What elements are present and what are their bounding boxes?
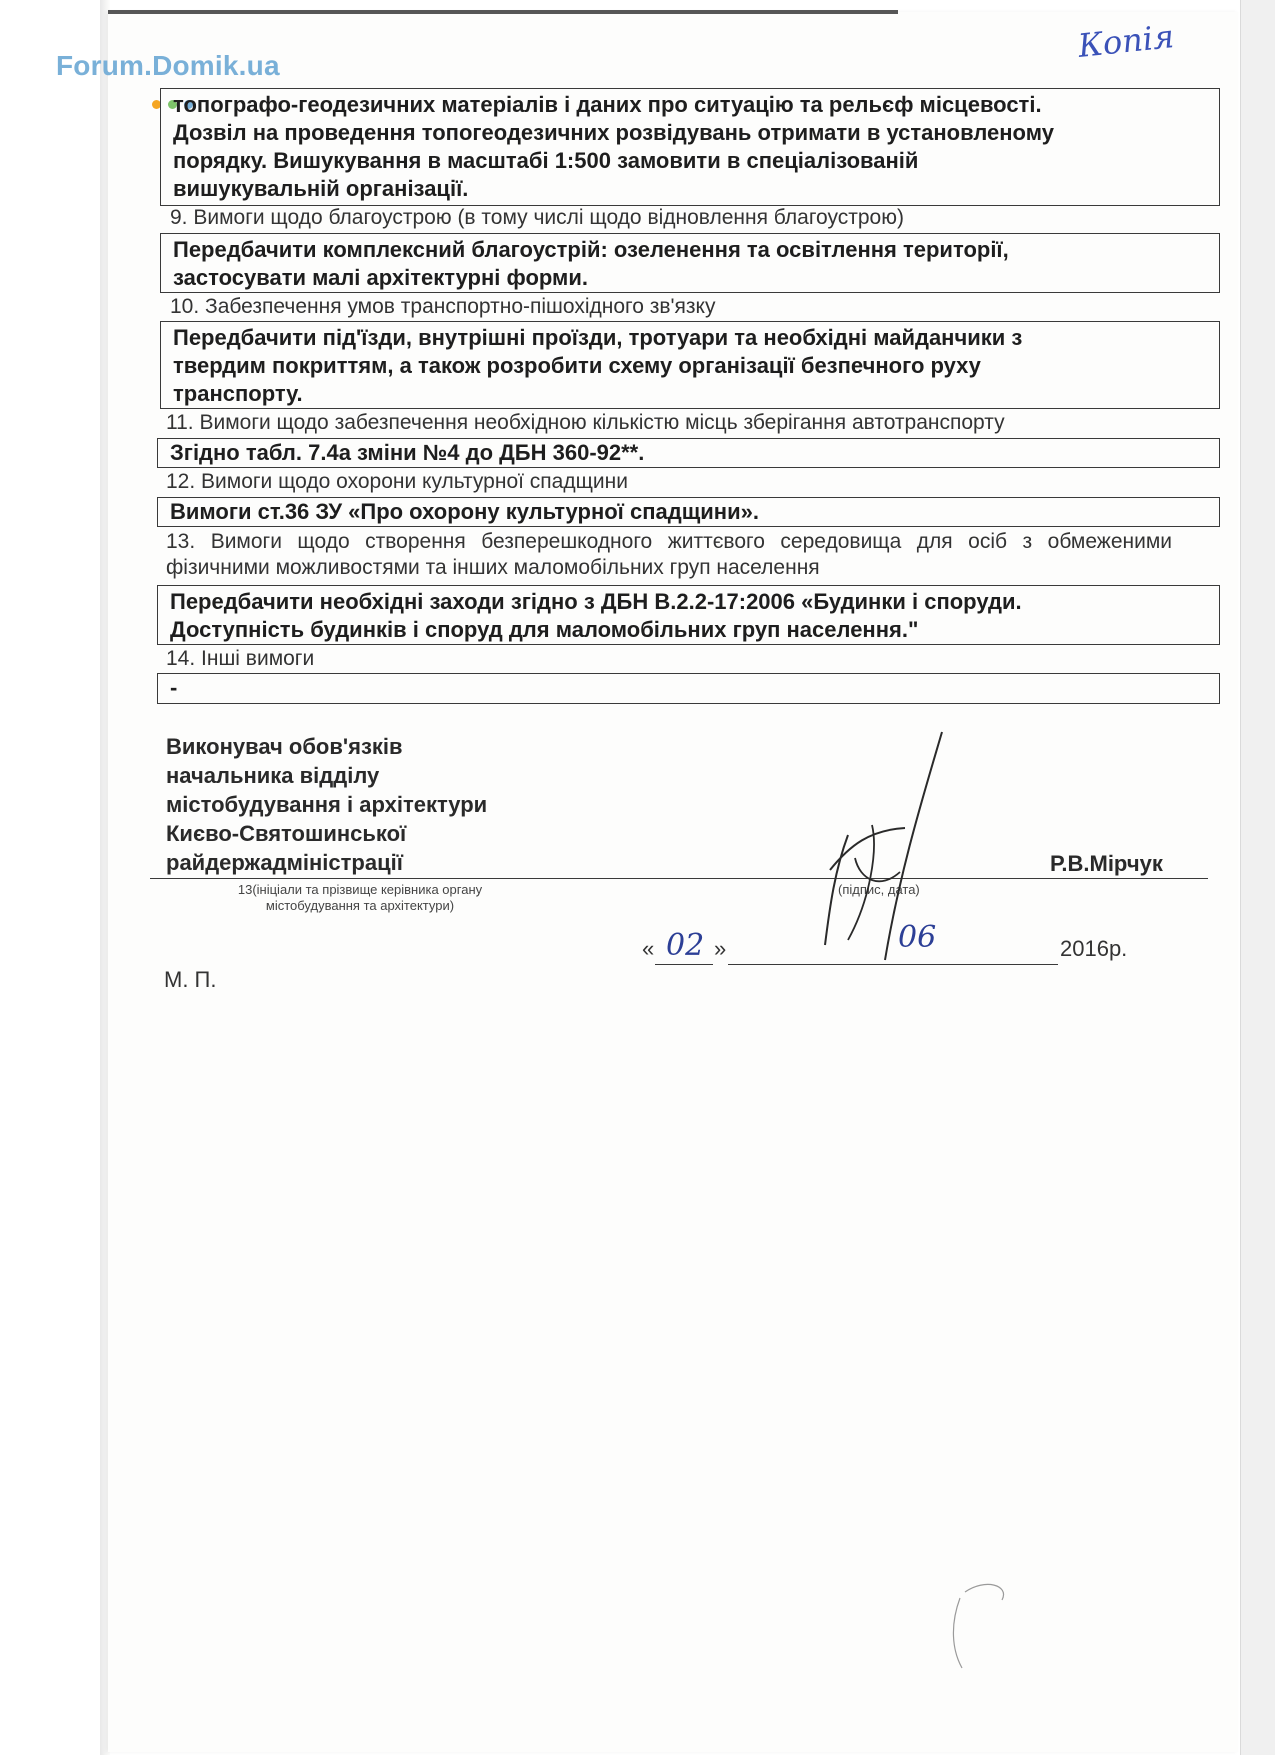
- item-12-text: Вимоги ст.36 ЗУ «Про охорону культурної спадщини».: [170, 499, 759, 524]
- item-13-label: 13. Вимоги щодо створення безперешкодного життєвого середовища для осіб з обмеженими фізичними можливостями та інших маломобільних груп населення: [166, 530, 1172, 579]
- watermark-text: Forum.Domik.ua: [56, 50, 280, 81]
- date-year: 2016р.: [1060, 936, 1128, 961]
- signatory-name: Р.В.Мірчук: [1050, 851, 1163, 876]
- caption-signature-date: (підпис, дата): [838, 882, 920, 897]
- seal-place-label: М. П.: [164, 967, 217, 992]
- item-9-text: Передбачити комплексний благоустрій: озеленення та освітлення території, застосувати малі архітектурні форми.: [173, 237, 1009, 290]
- date-open-quote: «: [642, 936, 655, 961]
- date-day-handwritten: 02: [666, 928, 705, 963]
- date-close-quote: »: [714, 936, 727, 961]
- date-day-line: [655, 964, 713, 965]
- item-11-label: 11. Вимоги щодо забезпечення необхідною кількістю місць зберігання автотранспорту: [166, 411, 1005, 434]
- date-month-handwritten: 06: [898, 920, 937, 955]
- item-9-label: 9. Вимоги щодо благоустрою (в тому числі щодо відновлення благоустрою): [170, 206, 904, 229]
- item-14-label: 14. Інші вимоги: [166, 647, 315, 670]
- signatory-position: Виконувач обов'язків начальника відділу містобудування і архітектури Києво-Святошинської райдержадміністрації: [166, 734, 488, 875]
- copy-stamp-handwritten: Копія: [1076, 17, 1176, 65]
- item-14-text: -: [170, 675, 178, 700]
- item-12-label: 12. Вимоги щодо охорони культурної спадщини: [166, 470, 628, 493]
- date-month-line: [728, 964, 1058, 965]
- caption-initials: 13(ініціали та прізвище керівника органу містобудування та архітектури): [237, 882, 483, 913]
- item-8-text: топографо-геодезичних матеріалів і даних про ситуацію та рельєф місцевості. Дозвіл на проведення топогеодезичних розвідувань отримати в установленому порядку. Вишукування в масштабі 1:500 замовити в спеціалізованій вишукувальній організації.: [173, 92, 1054, 201]
- item-11-text: Згідно табл. 7.4а зміни №4 до ДБН 360-92**.: [170, 440, 645, 465]
- item-10-text: Передбачити під'їзди, внутрішні проїзди, тротуари та необхідні майданчики з твердим покриттям, а також розробити схему організації безпечного руху транспорту.: [173, 325, 1023, 406]
- item-10-label: 10. Забезпечення умов транспортно-пішохідного зв'язку: [170, 295, 716, 318]
- item-13-text: Передбачити необхідні заходи згідно з ДБН В.2.2-17:2006 «Будинки і споруди. Доступність будинків і споруд для маломобільних груп населення.": [170, 589, 1022, 642]
